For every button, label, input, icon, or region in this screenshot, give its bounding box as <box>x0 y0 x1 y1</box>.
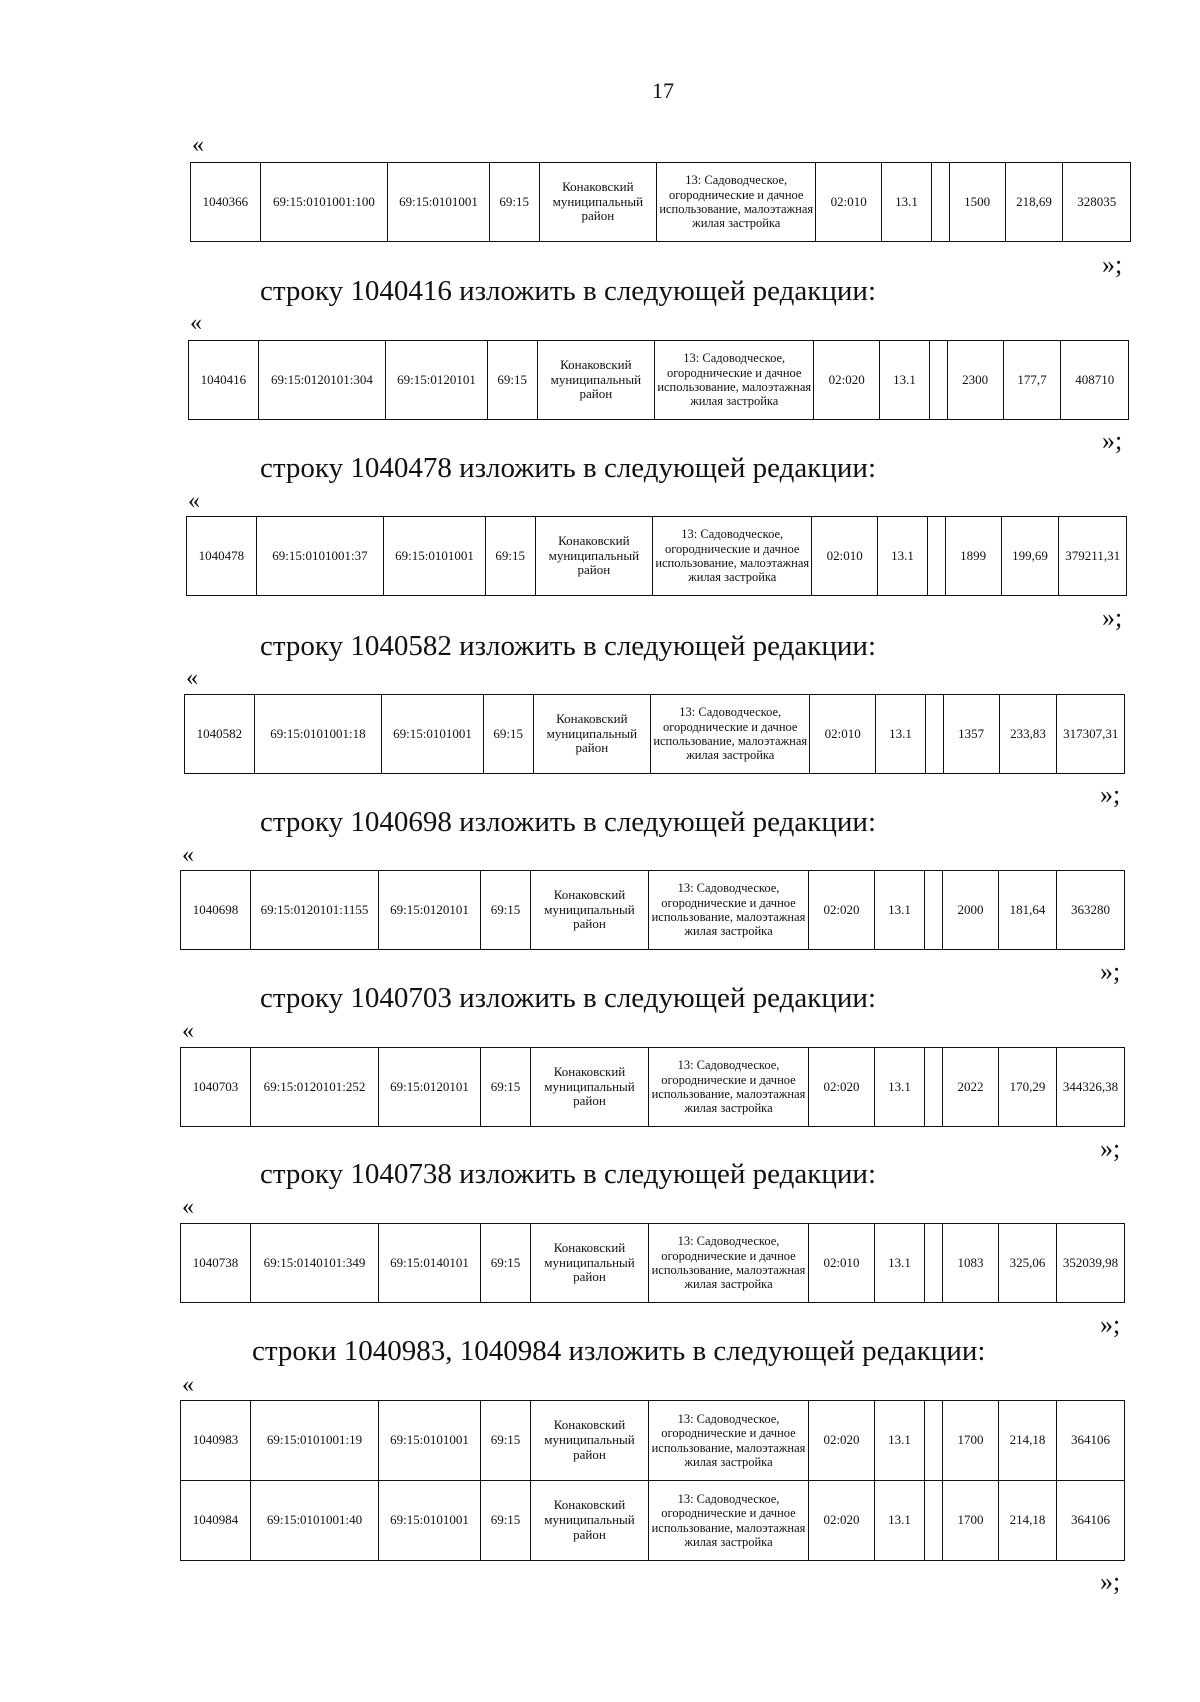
cell-rate: 218,69 <box>1005 163 1063 242</box>
closing-quote: »; <box>1100 1310 1121 1339</box>
table-row <box>189 341 1129 420</box>
cell-value: 363280 <box>1057 871 1125 950</box>
cell-code: 02:010 <box>809 1224 875 1303</box>
cell-empty <box>927 517 945 596</box>
cell-code: 02:020 <box>814 341 880 420</box>
cell-id: 1040984 <box>181 1481 251 1561</box>
cell-rate: 325,06 <box>999 1224 1057 1303</box>
cell-id: 1040703 <box>181 1048 251 1127</box>
cell-empty <box>925 871 943 950</box>
cell-district: Конаковский муниципальный район <box>539 163 657 242</box>
page-number: 17 <box>652 78 674 103</box>
cell-value: 364106 <box>1057 1481 1125 1561</box>
table-row <box>187 517 1127 596</box>
cell-district: Конаковский муниципальный район <box>537 341 655 420</box>
cell-district-code: 69:15 <box>487 341 537 420</box>
cell-group: 13.1 <box>875 1224 925 1303</box>
closing-quote: »; <box>1102 250 1123 279</box>
cell-district: Конаковский муниципальный район <box>535 517 653 596</box>
section-heading: строку 1040478 изложить в следующей редакции: <box>260 452 876 484</box>
cell-district-code: 69:15 <box>481 1224 531 1303</box>
cell-value: 352039,98 <box>1057 1224 1125 1303</box>
cell-district-code: 69:15 <box>489 163 539 242</box>
cell-id: 1040738 <box>181 1224 251 1303</box>
cell-id: 1040582 <box>185 695 255 774</box>
cell-rate: 177,7 <box>1003 341 1061 420</box>
table-row <box>181 1401 1125 1481</box>
amendment-table <box>180 870 1125 950</box>
opening-quote: « <box>182 1018 194 1044</box>
cell-district: Конаковский муниципальный район <box>533 695 651 774</box>
table-row <box>191 163 1131 242</box>
cell-code: 02:020 <box>809 1481 875 1561</box>
cell-district-code: 69:15 <box>481 1401 531 1481</box>
cell-district: Конаковский муниципальный район <box>531 1224 649 1303</box>
cell-empty <box>931 163 949 242</box>
opening-quote: « <box>186 665 198 691</box>
section-heading: строку 1040416 изложить в следующей редакции: <box>260 275 876 307</box>
cell-id: 1040698 <box>181 871 251 950</box>
closing-quote: »; <box>1100 1567 1121 1596</box>
cell-empty <box>925 695 943 774</box>
cell-district-code: 69:15 <box>483 695 533 774</box>
cell-area: 1700 <box>943 1481 999 1561</box>
cell-area: 2000 <box>943 871 999 950</box>
cell-usage: 13: Садоводческое, огороднические и дачное использование, малоэтажная жилая застройка <box>649 1401 809 1481</box>
cell-quarter: 69:15:0120101 <box>379 871 481 950</box>
opening-quote: « <box>182 842 194 868</box>
amendment-table <box>180 1223 1125 1303</box>
cell-empty <box>925 1224 943 1303</box>
cell-district-code: 69:15 <box>481 871 531 950</box>
cell-value: 364106 <box>1057 1401 1125 1481</box>
cell-group: 13.1 <box>880 341 930 420</box>
table-row <box>181 1048 1125 1127</box>
cell-district-code: 69:15 <box>485 517 535 596</box>
cell-rate: 214,18 <box>999 1481 1057 1561</box>
closing-quote: »; <box>1100 957 1121 986</box>
table-row <box>181 1481 1125 1561</box>
amendment-table <box>180 1400 1125 1561</box>
cell-rate: 214,18 <box>999 1401 1057 1481</box>
amendment-table <box>190 162 1131 242</box>
closing-quote: »; <box>1102 603 1123 632</box>
cell-cadastral-number: 69:15:0101001:18 <box>254 695 382 774</box>
cell-quarter: 69:15:0120101 <box>379 1048 481 1127</box>
amendment-table <box>188 340 1129 420</box>
table-row <box>181 1224 1125 1303</box>
cell-area: 1083 <box>943 1224 999 1303</box>
cell-usage: 13: Садоводческое, огороднические и дачное использование, малоэтажная жилая застройка <box>649 1224 809 1303</box>
cell-usage: 13: Садоводческое, огороднические и дачное использование, малоэтажная жилая застройка <box>651 695 810 774</box>
cell-rate: 199,69 <box>1001 517 1059 596</box>
cell-cadastral-number: 69:15:0140101:349 <box>251 1224 379 1303</box>
table-row <box>185 695 1125 774</box>
cell-empty <box>929 341 947 420</box>
cell-district-code: 69:15 <box>481 1481 531 1561</box>
cell-quarter: 69:15:0120101 <box>386 341 488 420</box>
amendment-table <box>180 1047 1125 1127</box>
cell-cadastral-number: 69:15:0120101:252 <box>251 1048 379 1127</box>
cell-quarter: 69:15:0101001 <box>382 695 484 774</box>
cell-quarter: 69:15:0101001 <box>388 163 490 242</box>
cell-quarter: 69:15:0140101 <box>379 1224 481 1303</box>
cell-usage: 13: Садоводческое, огороднические и дачное использование, малоэтажная жилая застройка <box>653 517 812 596</box>
opening-quote: « <box>182 1372 194 1398</box>
cell-id: 1040366 <box>191 163 261 242</box>
cell-code: 02:010 <box>816 163 882 242</box>
section-heading: строку 1040738 изложить в следующей редакции: <box>260 1158 876 1190</box>
cell-quarter: 69:15:0101001 <box>379 1481 481 1561</box>
section-heading: строку 1040703 изложить в следующей редакции: <box>260 982 876 1014</box>
cell-id: 1040478 <box>187 517 257 596</box>
table-row <box>181 871 1125 950</box>
cell-id: 1040416 <box>189 341 259 420</box>
cell-group: 13.1 <box>875 871 925 950</box>
cell-cadastral-number: 69:15:0120101:304 <box>258 341 386 420</box>
cell-group: 13.1 <box>878 517 928 596</box>
amendment-table <box>186 516 1127 596</box>
opening-quote: « <box>182 1194 194 1220</box>
closing-quote: »; <box>1100 1134 1121 1163</box>
cell-group: 13.1 <box>876 695 926 774</box>
cell-group: 13.1 <box>882 163 932 242</box>
opening-quote: « <box>192 132 204 158</box>
cell-quarter: 69:15:0101001 <box>384 517 486 596</box>
cell-empty <box>925 1048 943 1127</box>
cell-usage: 13: Садоводческое, огороднические и дачное использование, малоэтажная жилая застройка <box>649 1048 809 1127</box>
cell-area: 1899 <box>945 517 1001 596</box>
cell-group: 13.1 <box>875 1481 925 1561</box>
opening-quote: « <box>190 310 202 336</box>
cell-usage: 13: Садоводческое, огороднические и дачное использование, малоэтажная жилая застройка <box>657 163 816 242</box>
cell-quarter: 69:15:0101001 <box>379 1401 481 1481</box>
cell-value: 328035 <box>1063 163 1131 242</box>
section-heading: строку 1040582 изложить в следующей редакции: <box>260 630 876 662</box>
cell-code: 02:010 <box>810 695 876 774</box>
cell-cadastral-number: 69:15:0101001:19 <box>251 1401 379 1481</box>
cell-area: 2022 <box>943 1048 999 1127</box>
cell-area: 1500 <box>949 163 1005 242</box>
cell-area: 2300 <box>947 341 1003 420</box>
opening-quote: « <box>188 488 200 514</box>
cell-rate: 170,29 <box>999 1048 1057 1127</box>
cell-district-code: 69:15 <box>481 1048 531 1127</box>
cell-code: 02:010 <box>812 517 878 596</box>
cell-district: Конаковский муниципальный район <box>531 871 649 950</box>
closing-quote: »; <box>1102 426 1123 455</box>
cell-code: 02:020 <box>809 1401 875 1481</box>
cell-value: 379211,31 <box>1059 517 1127 596</box>
cell-empty <box>925 1401 943 1481</box>
cell-area: 1357 <box>943 695 999 774</box>
cell-value: 408710 <box>1061 341 1129 420</box>
cell-area: 1700 <box>943 1401 999 1481</box>
cell-rate: 233,83 <box>999 695 1057 774</box>
cell-code: 02:020 <box>809 1048 875 1127</box>
closing-quote: »; <box>1100 780 1121 809</box>
section-heading: строки 1040983, 1040984 изложить в следующей редакции: <box>252 1335 986 1367</box>
cell-usage: 13: Садоводческое, огороднические и дачное использование, малоэтажная жилая застройка <box>655 341 814 420</box>
cell-value: 344326,38 <box>1057 1048 1125 1127</box>
cell-cadastral-number: 69:15:0120101:1155 <box>251 871 379 950</box>
cell-value: 317307,31 <box>1057 695 1125 774</box>
cell-empty <box>925 1481 943 1561</box>
cell-district: Конаковский муниципальный район <box>531 1401 649 1481</box>
cell-cadastral-number: 69:15:0101001:37 <box>256 517 384 596</box>
cell-district: Конаковский муниципальный район <box>531 1048 649 1127</box>
cell-usage: 13: Садоводческое, огороднические и дачное использование, малоэтажная жилая застройка <box>649 871 809 950</box>
cell-usage: 13: Садоводческое, огороднические и дачное использование, малоэтажная жилая застройка <box>649 1481 809 1561</box>
cell-district: Конаковский муниципальный район <box>531 1481 649 1561</box>
cell-code: 02:020 <box>809 871 875 950</box>
cell-rate: 181,64 <box>999 871 1057 950</box>
amendment-table <box>184 694 1125 774</box>
section-heading: строку 1040698 изложить в следующей редакции: <box>260 806 876 838</box>
cell-id: 1040983 <box>181 1401 251 1481</box>
cell-cadastral-number: 69:15:0101001:40 <box>251 1481 379 1561</box>
cell-cadastral-number: 69:15:0101001:100 <box>260 163 388 242</box>
cell-group: 13.1 <box>875 1401 925 1481</box>
cell-group: 13.1 <box>875 1048 925 1127</box>
